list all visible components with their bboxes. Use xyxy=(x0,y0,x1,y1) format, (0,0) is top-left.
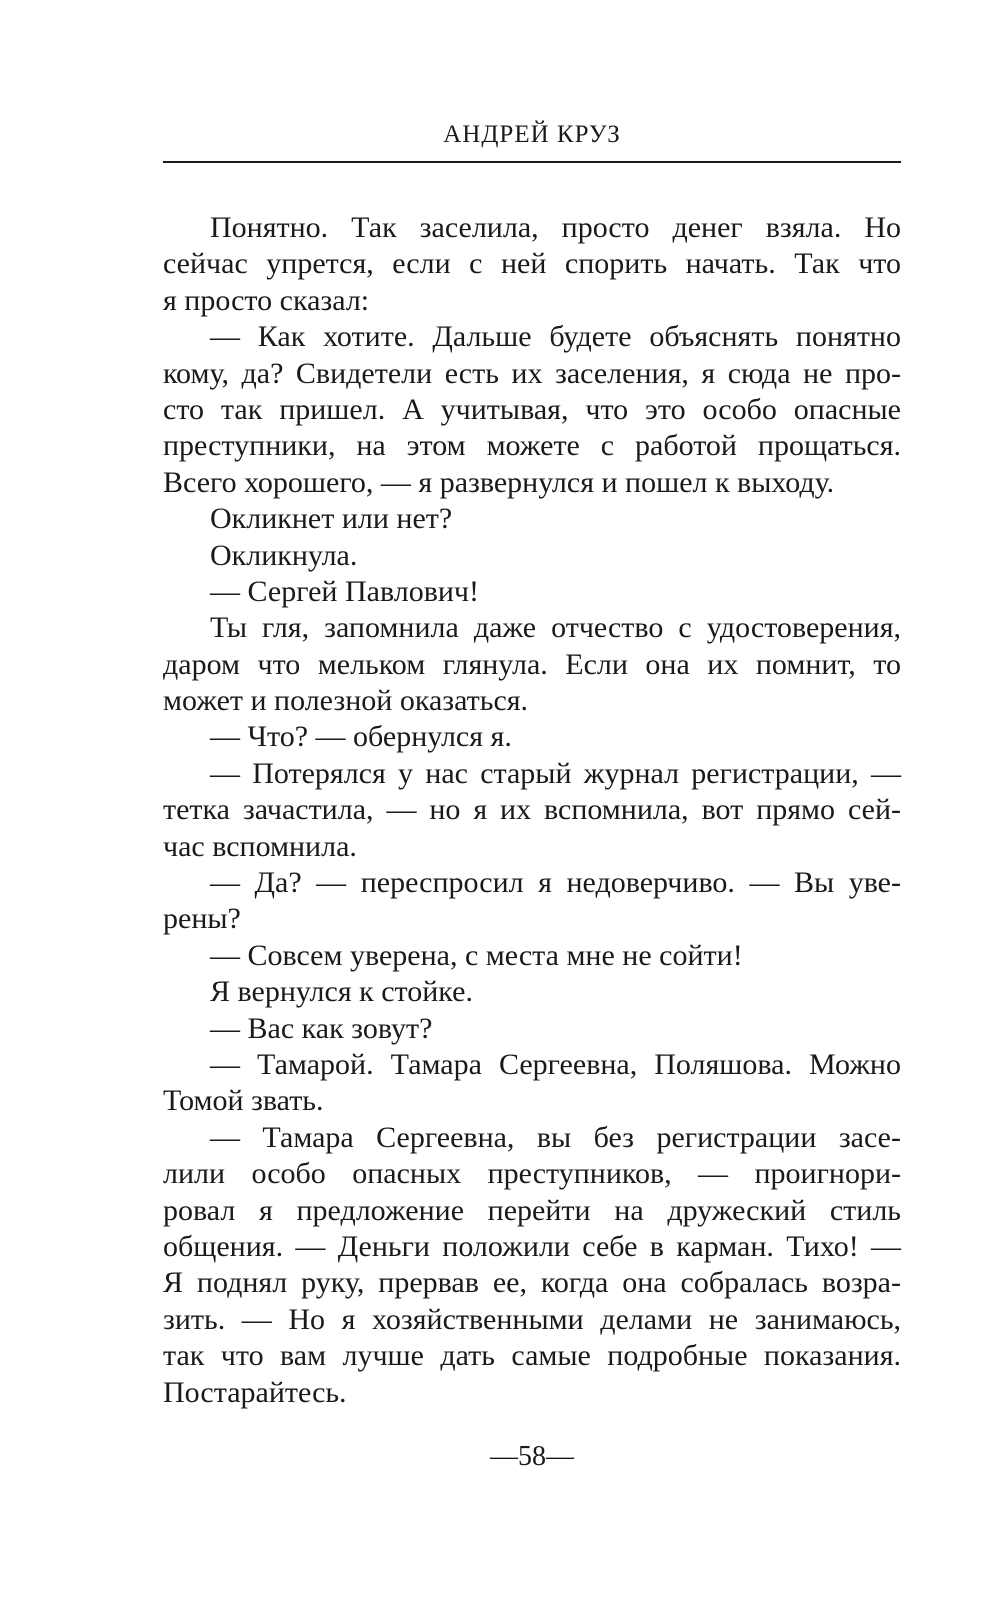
text-line: Томой звать. xyxy=(163,1084,324,1118)
running-head-author: АНДРЕЙ КРУЗ xyxy=(443,121,621,148)
text-line: даром что мельком глянула. Если она их помнит, то xyxy=(163,647,901,681)
text-line: — Потерялся у нас старый журнал регистрации, — xyxy=(210,756,901,790)
page-number: —58— xyxy=(490,1441,574,1472)
text-line: Постарайтесь. xyxy=(163,1375,347,1409)
text-line: ровал я предложение перейти на дружеский стиль xyxy=(163,1193,901,1227)
text-line: может и полезной оказаться. xyxy=(163,684,529,718)
text-line: — Совсем уверена, с места мне не сойти! xyxy=(210,938,743,972)
text-line: рены? xyxy=(163,902,241,936)
header-rule xyxy=(163,161,901,163)
body-text xyxy=(163,210,901,1411)
text-line: Понятно. Так заселила, просто денег взяла. Но xyxy=(210,211,901,244)
text-line: — Что? — обернулся я. xyxy=(210,720,512,754)
text-line: — Как хотите. Дальше будете объяснять понятно xyxy=(210,320,901,354)
text-line: — Тамарой. Тамара Сергеевна, Поляшова. Можно xyxy=(210,1047,901,1081)
text-line: Окликнула. xyxy=(210,538,358,572)
text-line: преступники, на этом можете с работой прощаться. xyxy=(163,429,901,463)
text-line: зить. — Но я хозяйственными делами не занимаюсь, xyxy=(163,1302,901,1336)
text-line: час вспомнила. xyxy=(163,829,357,863)
text-line: Окликнет или нет? xyxy=(210,502,453,536)
text-line: сейчас упрется, если с ней спорить начать. Так что xyxy=(163,247,901,281)
text-line: — Тамара Сергеевна, вы без регистрации засе- xyxy=(210,1120,901,1154)
text-line: — Да? — переспросил я недоверчиво. — Вы уве- xyxy=(210,866,901,900)
text-line: Я поднял руку, прервав ее, когда она собралась возра- xyxy=(163,1266,901,1300)
text-line: тетка зачастила, — но я их вспомнила, вот прямо сей- xyxy=(163,793,901,827)
text-line: — Сергей Павлович! xyxy=(210,574,479,608)
text-line: Всего хорошего, — я развернулся и пошел к выходу. xyxy=(163,465,835,499)
text-line: так что вам лучше дать самые подробные показания. xyxy=(163,1339,901,1373)
text-line: общения. — Деньги положили себе в карман. Тихо! — xyxy=(163,1229,901,1263)
text-line: — Вас как зовут? xyxy=(210,1011,433,1045)
text-line: Я вернулся к стойке. xyxy=(210,975,473,1009)
text-line: Ты гля, запомнила даже отчество с удостоверения, xyxy=(210,611,901,645)
text-line: кому, да? Свидетели есть их заселения, я сюда не про- xyxy=(163,356,901,390)
text-line: сто так пришел. А учитывая, что это особо опасные xyxy=(163,392,901,426)
text-line: я просто сказал: xyxy=(163,283,370,317)
text-line: лили особо опасных преступников, — проигнори- xyxy=(163,1157,901,1191)
